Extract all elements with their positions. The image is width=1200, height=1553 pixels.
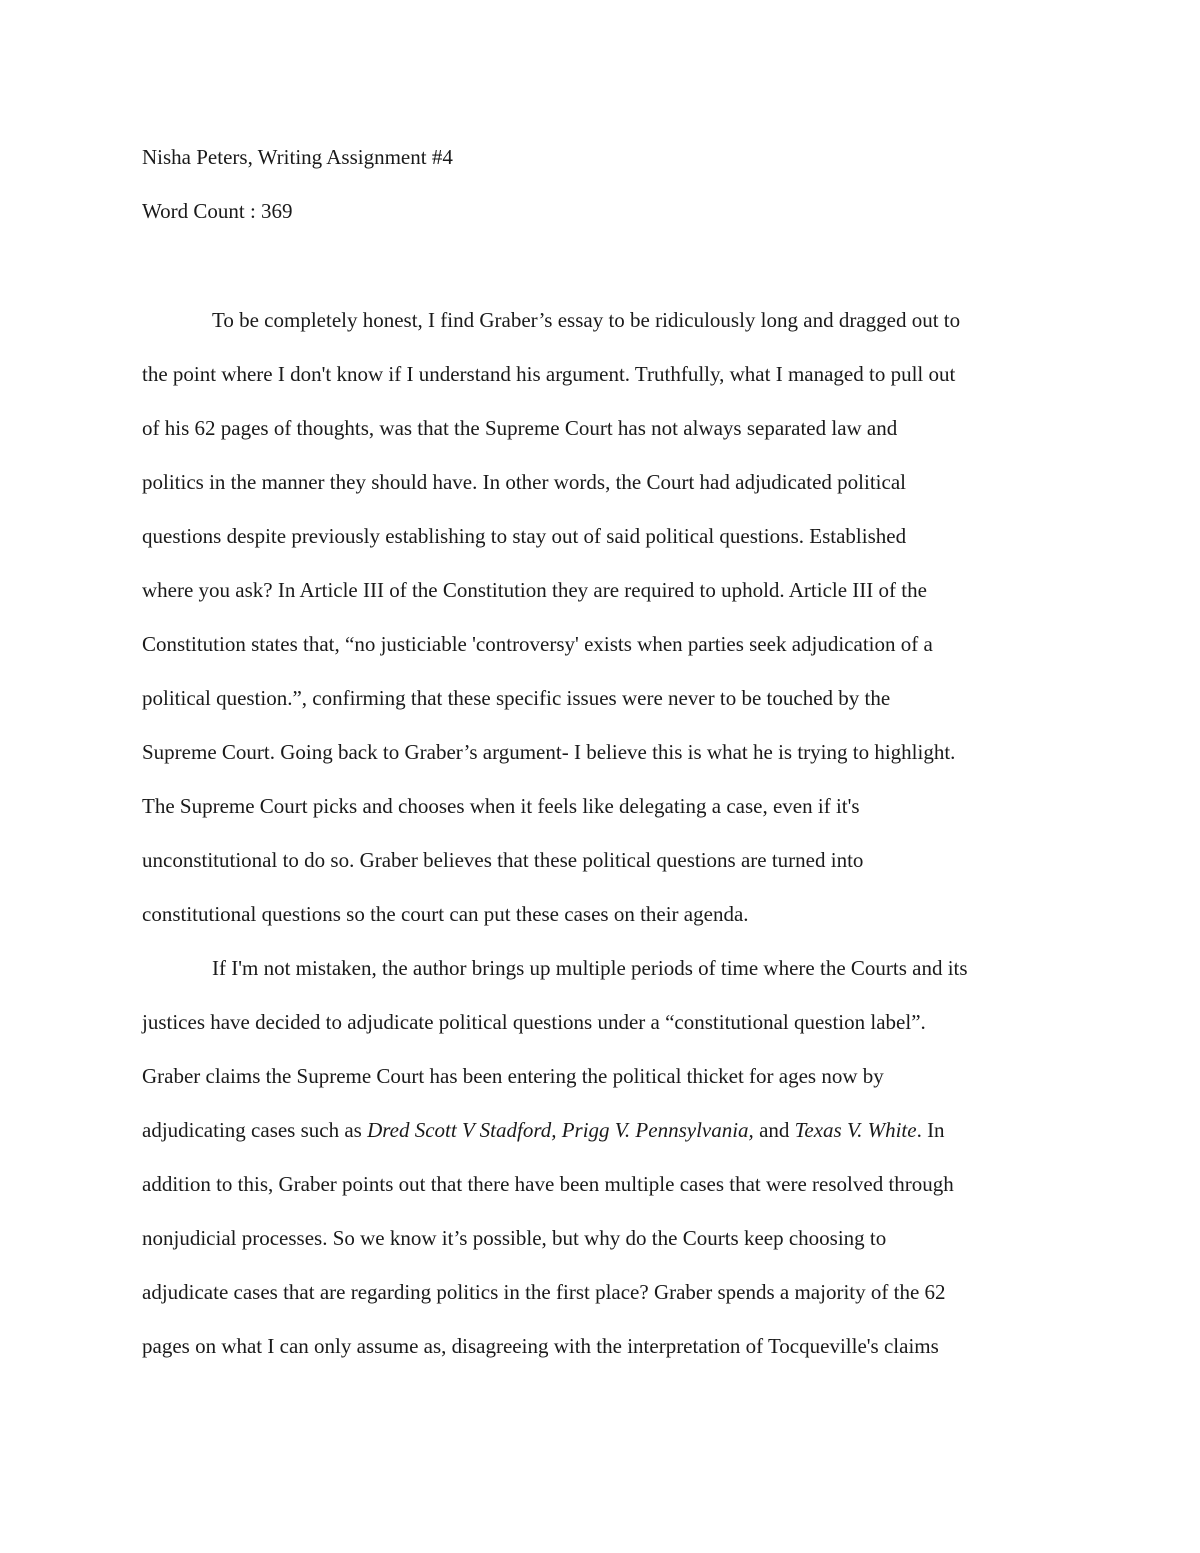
- text-run: adjudicating cases such as: [142, 1118, 368, 1142]
- paragraph-line: unconstitutional to do so. Graber believes that these political questions are turned into: [142, 848, 864, 872]
- paragraph-line: If I'm not mistaken, the author brings up multiple periods of time where the Courts and its: [212, 956, 968, 980]
- paragraph-line: addition to this, Graber points out that there have been multiple cases that were resolved through: [142, 1172, 954, 1196]
- paragraph-line: Supreme Court. Going back to Graber’s argument- I believe this is what he is trying to highlight.: [142, 740, 956, 764]
- case-name-italic: Texas V. White: [794, 1118, 917, 1142]
- word-count: Word Count : 369: [142, 199, 293, 223]
- paragraph-line: nonjudicial processes. So we know it’s possible, but why do the Courts keep choosing to: [142, 1226, 887, 1250]
- paragraph-line: political question.”, confirming that these specific issues were never to be touched by the: [142, 686, 891, 710]
- paragraph-line: constitutional questions so the court can put these cases on their agenda.: [142, 902, 749, 926]
- author-title: Nisha Peters, Writing Assignment #4: [142, 145, 453, 169]
- paragraph-line: the point where I don't know if I understand his argument. Truthfully, what I managed to pull out: [142, 362, 956, 386]
- text-run: and: [753, 1118, 795, 1142]
- paragraph-line: Constitution states that, “no justiciable 'controversy' exists when parties seek adjudication of a: [142, 632, 933, 656]
- case-names-italic: Dred Scott V Stadford, Prigg V. Pennsylvania,: [367, 1118, 754, 1142]
- text-run: . In: [916, 1118, 945, 1142]
- paragraph-line: politics in the manner they should have. In other words, the Court had adjudicated political: [142, 470, 906, 494]
- paragraph-line: where you ask? In Article III of the Constitution they are required to uphold. Article III of the: [142, 578, 927, 602]
- paragraph-line: questions despite previously establishing to stay out of said political questions. Established: [142, 524, 907, 548]
- paragraph-line: The Supreme Court picks and chooses when it feels like delegating a case, even if it's: [142, 794, 860, 818]
- paragraph-line: To be completely honest, I find Graber’s essay to be ridiculously long and dragged out to: [212, 308, 961, 332]
- paragraph-line: adjudicate cases that are regarding politics in the first place? Graber spends a majority of the 62: [142, 1280, 946, 1304]
- paragraph-line: Graber claims the Supreme Court has been entering the political thicket for ages now by: [142, 1064, 884, 1088]
- paragraph-line: of his 62 pages of thoughts, was that the Supreme Court has not always separated law and: [142, 416, 898, 440]
- paragraph-line: [142, 1118, 945, 1142]
- paragraph-line: pages on what I can only assume as, disagreeing with the interpretation of Tocqueville's claims: [142, 1334, 939, 1358]
- paragraph-line: justices have decided to adjudicate political questions under a “constitutional question label”.: [142, 1010, 926, 1034]
